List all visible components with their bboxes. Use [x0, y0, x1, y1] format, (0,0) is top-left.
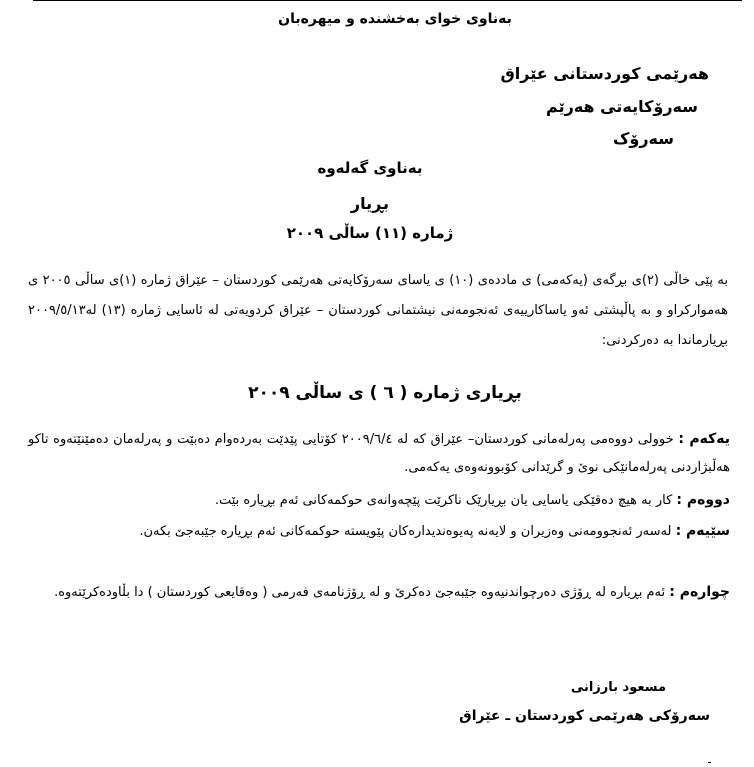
- article-label: چوارەم :: [669, 584, 730, 600]
- preamble-paragraph: بە پێی خاڵی (٢)ی بڕگەی (یەکەمی) ی ماددەی (١٠) ی یاسای سەرۆکایەتی هەرێمی کوردستان – عێراق ژمارە (١)ی ساڵی ٢٠٠٥ ی هەموارکراو و بە پاڵپشتی ئەو یاساکارییەی ئەنجومەنی نیشتمانی کوردستان – عێراق کردویەتی لە ئاسایی ژمارە (١٣) لە٢٠٠٩/٥/١٣ بڕیارماندا بە دەرکردنی:: [28, 273, 729, 348]
- president-label: سەرۆک: [613, 129, 674, 148]
- decision-title: بڕیاری ژمارە ( ٦ ) ی ساڵی ٢٠٠٩: [248, 383, 522, 403]
- article-label: دووەم :: [676, 492, 730, 508]
- decision-label: بڕیار: [350, 194, 390, 213]
- article-fourth: [28, 578, 730, 607]
- basmala-heading: بەناوی خوای بەخشندە و میهرەبان: [278, 11, 512, 27]
- article-second: [28, 486, 730, 515]
- article-text: کار بە هیچ دەقێکی یاسایی یان بڕیارێک ناکرێت پێچەوانەی حوکمەکانی ئەم بڕیارە بێت.: [214, 493, 673, 508]
- region-name: هەرێمی کوردستانی عێراق: [500, 64, 709, 83]
- in-name-of-people: بەناوی گەلەوە: [317, 159, 423, 177]
- article-label: یەکەم :: [678, 431, 730, 447]
- article-text: ئەم بڕیارە لە ڕۆژی دەرچواندنیەوە جێبەجێ دەکرێ و لە ڕۆژنامەی فەرمی ( وەقایعی کوردستان ) دا بڵاودەکرێتەوە.: [54, 585, 666, 600]
- signatory-title: سەرۆکی هەرێمی کوردستان ـ عێراق: [459, 708, 710, 724]
- top-border-line: [33, 0, 742, 1]
- signatory-name: مسعود بارزانی: [570, 680, 666, 695]
- decision-number-year: ژمارە (١١) ساڵی ٢٠٠٩: [286, 224, 454, 242]
- corner-mark: [708, 762, 711, 763]
- article-third: [28, 517, 730, 546]
- presidency-name: سەرۆکایەتی هەرێم: [546, 97, 698, 116]
- article-first: [28, 425, 730, 482]
- article-text: خوولی دووەمی پەرلەمانی کوردستان– عێراق کە لە ٢٠٠٩/٦/٤ کۆتایی پێدێت بەردەوام دەبێت و پەرلەمان دەمێنێتەوە تاکو هەڵبژاردنی پەرلەمانێکی نوێ و گرێدانی کۆبوونەوەی یەکەمی.: [28, 432, 730, 475]
- article-label: سێیەم :: [675, 523, 730, 539]
- article-text: لەسەر ئەنجوومەنی وەزیران و لایەنە پەیوەندیدارەکان پێویستە حوکمەکانی ئەم بڕیارە جێبەجێ بکەن.: [139, 524, 672, 539]
